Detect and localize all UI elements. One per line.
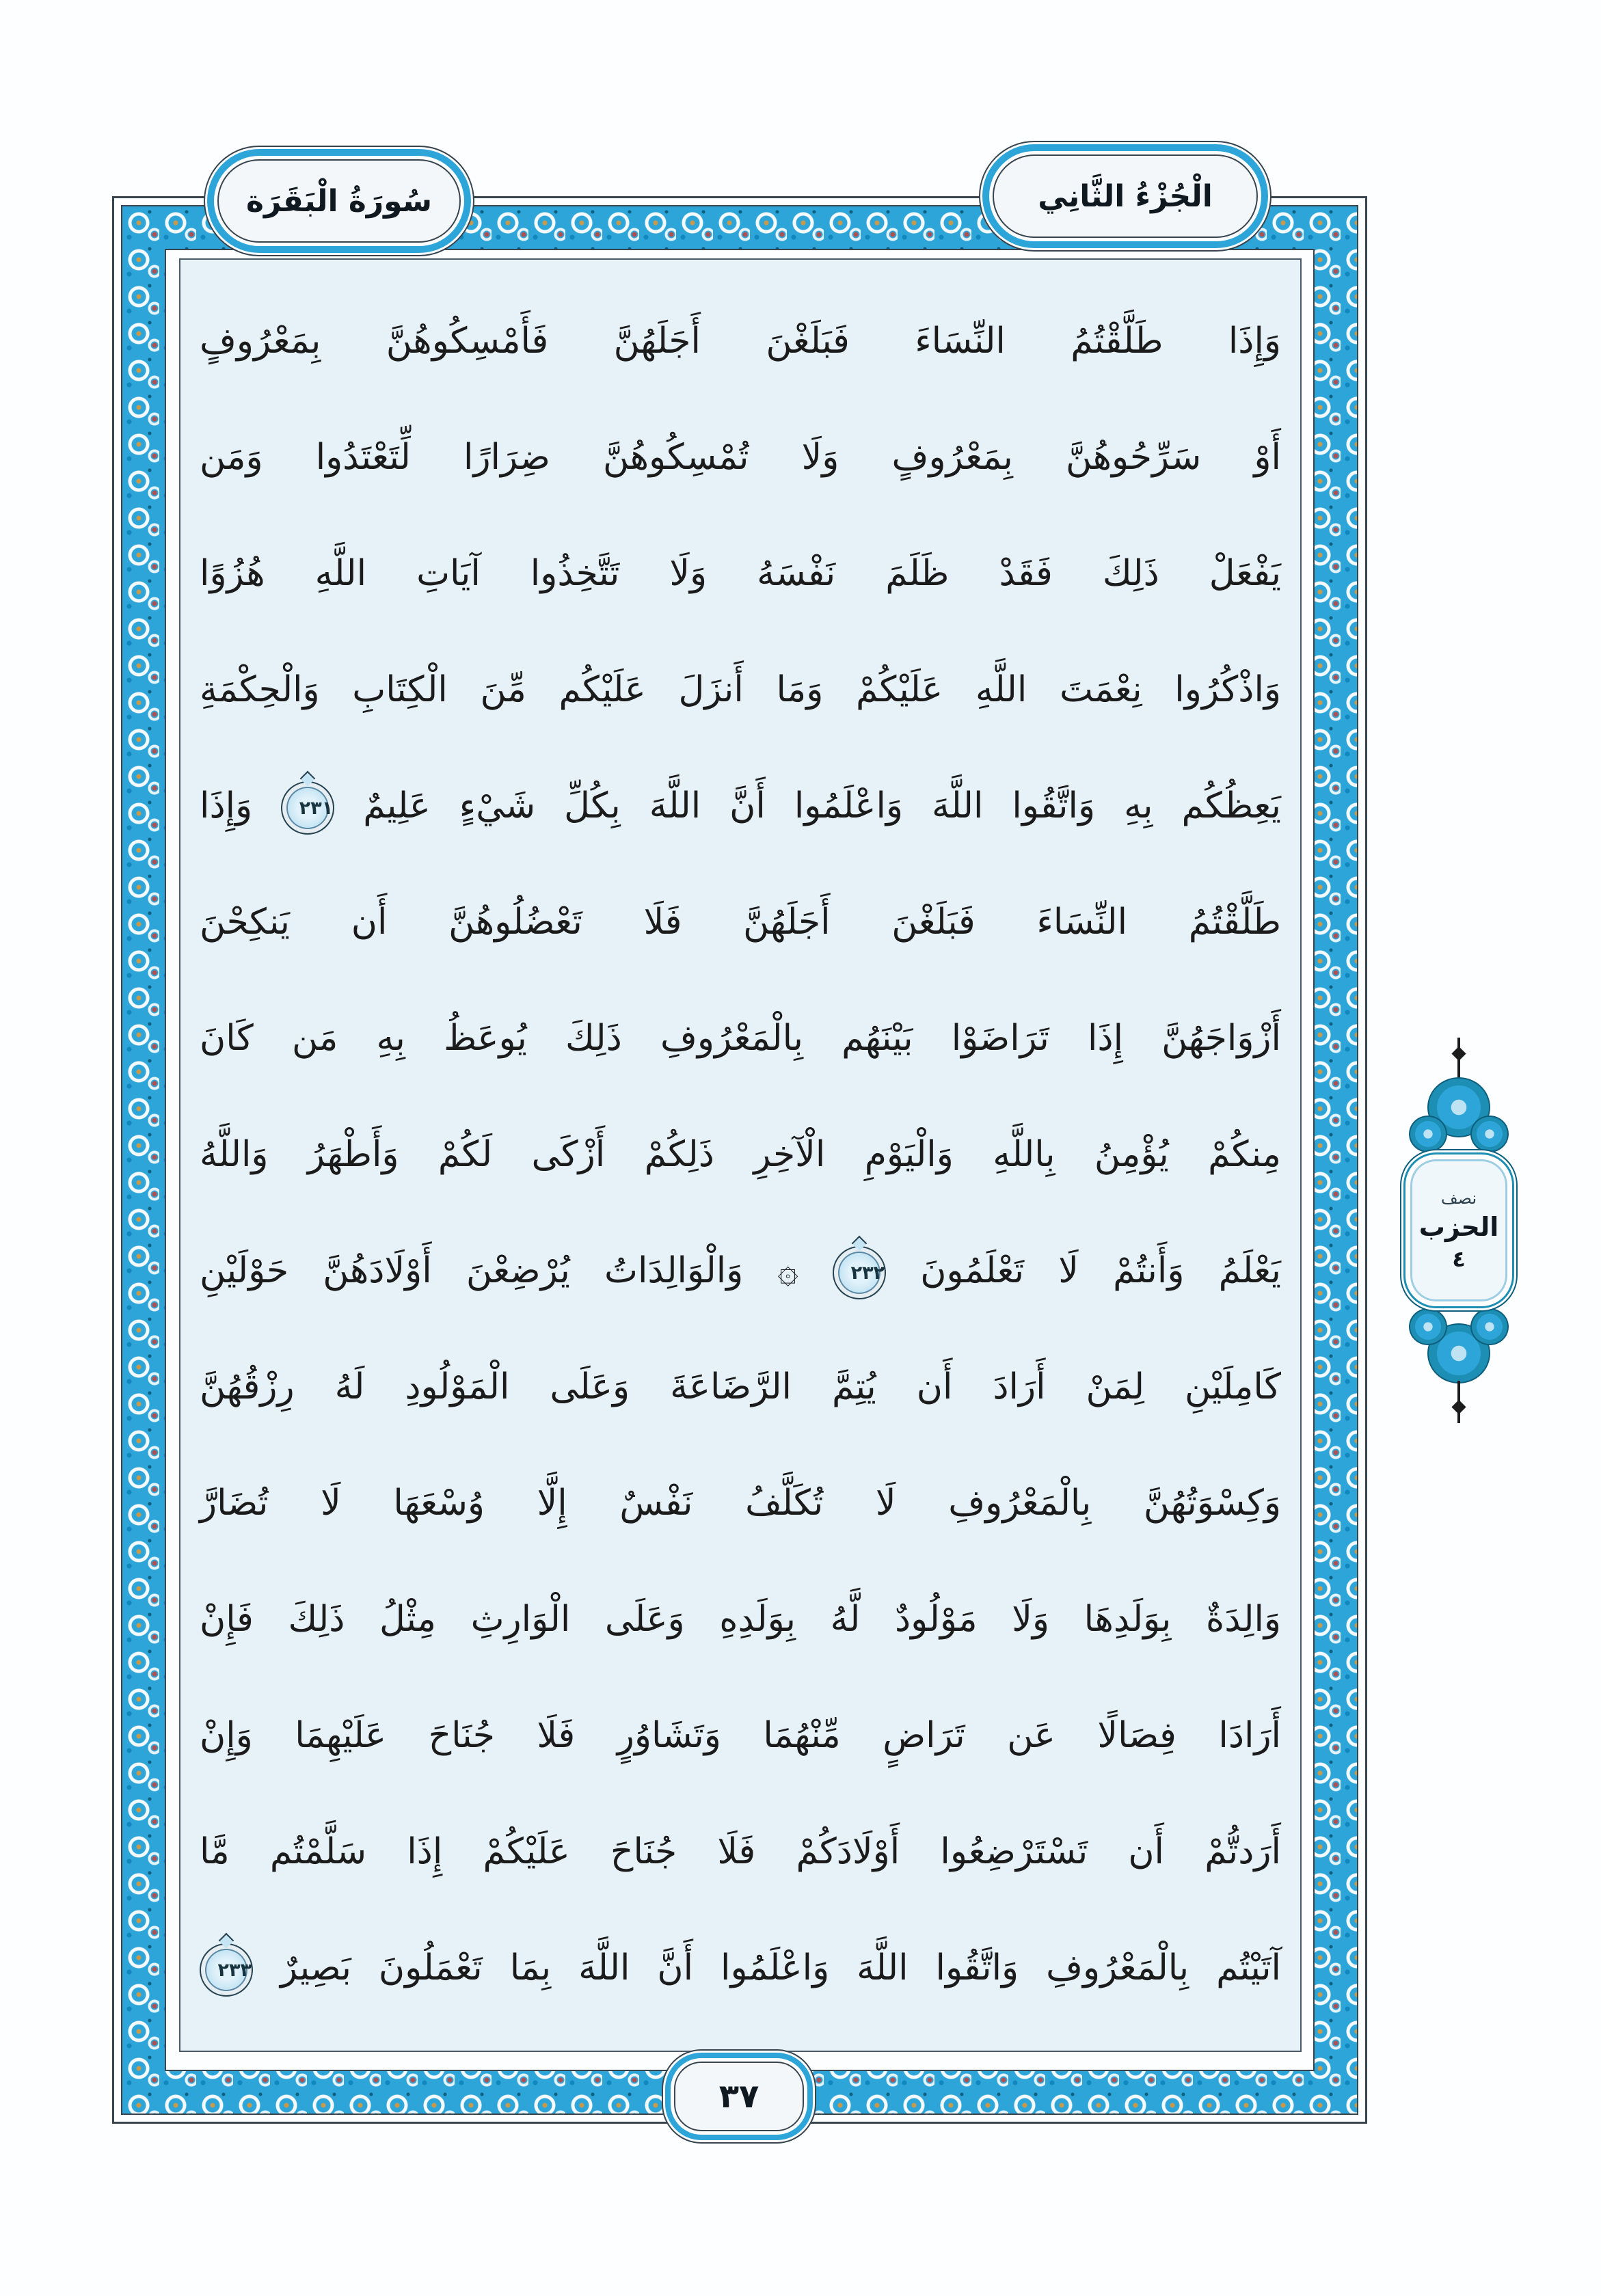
ayah-text: ۞ وَالْوَالِدَاتُ يُرْضِعْنَ أَوْلَادَهُنَّ حَوْلَيْنِ (200, 1250, 798, 1291)
ayah-end-marker: ٢٣٢ (833, 1246, 886, 1299)
ayah-end-marker: ٢٣٣ (200, 1943, 253, 1997)
ayah-text: يَعْلَمُ وَأَنتُمْ لَا تَعْلَمُونَ (920, 1250, 1281, 1291)
ayah-text: أَزْوَاجَهُنَّ إِذَا تَرَاضَوْا بَيْنَهُم بِالْمَعْرُوفِ ذَلِكَ يُوعَظُ بِهِ مَن كَانَ (200, 1018, 1281, 1059)
hizb-cartouche (1403, 1152, 1514, 1308)
ayah-text: أَرَدتُّمْ أَن تَسْتَرْضِعُوا أَوْلَادَكُمْ فَلَا جُنَاحَ عَلَيْكُمْ إِذَا سَلَّمْتُم مَّا (200, 1831, 1281, 1872)
hizb-number: ٤ (1452, 1246, 1466, 1272)
page-number: ٣٧ (718, 2077, 759, 2116)
ornament-finial-top-icon (1457, 1038, 1460, 1080)
quran-line (200, 515, 1281, 632)
ornament-bud-top-icon (1408, 1077, 1510, 1157)
quran-line (200, 1445, 1281, 1561)
hizb-marker-ornament (1399, 1038, 1519, 1423)
quran-line (200, 632, 1281, 748)
quran-line (200, 1677, 1281, 1794)
ayah-text: مِنكُمْ يُؤْمِنُ بِاللَّهِ وَالْيَوْمِ الْآخِرِ ذَلِكُمْ أَزْكَى لَكُمْ وَأَطْهَرُ وَاللَّهُ (200, 1134, 1281, 1175)
juz-title-cartouche (993, 154, 1258, 238)
ornament-bud-bottom-icon (1408, 1304, 1510, 1383)
quran-line (200, 1213, 1281, 1329)
ayah-text: وَالِدَةٌ بِوَلَدِهَا وَلَا مَوْلُودٌ لَّهُ بِوَلَدِهِ وَعَلَى الْوَارِثِ مِثْلُ ذَلِكَ فَإِنْ (200, 1599, 1281, 1640)
ayah-text: أَوْ سَرِّحُوهُنَّ بِمَعْرُوفٍ وَلَا تُمْسِكُوهُنَّ ضِرَارًا لِّتَعْتَدُوا وَمَن (200, 437, 1281, 478)
surah-title-cartouche (217, 159, 461, 243)
ayah-text: أَرَادَا فِصَالًا عَن تَرَاضٍ مِّنْهُمَا وَتَشَاوُرٍ فَلَا جُنَاحَ عَلَيْهِمَا وَإِنْ (200, 1715, 1281, 1756)
hizb-word-top: نصف (1440, 1189, 1477, 1208)
ayah-text: وَكِسْوَتُهُنَّ بِالْمَعْرُوفِ لَا تُكَلَّفُ نَفْسٌ إِلَّا وُسْعَهَا لَا تُضَارَّ (200, 1483, 1281, 1524)
quran-line (200, 748, 1281, 864)
quran-line (200, 283, 1281, 399)
ayah-text: كَامِلَيْنِ لِمَنْ أَرَادَ أَن يُتِمَّ الرَّضَاعَةَ وَعَلَى الْمَوْلُودِ لَهُ رِزْقُهُنَّ (200, 1366, 1281, 1407)
surah-title-label: سُورَةُ الْبَقَرَة (245, 183, 433, 219)
quran-line (200, 980, 1281, 1096)
quran-text-panel (179, 258, 1302, 2052)
hizb-word-main: الحزب (1418, 1212, 1499, 1242)
ayah-text: يَعِظُكُم بِهِ وَاتَّقُوا اللَّهَ وَاعْلَمُوا أَنَّ اللَّهَ بِكُلِّ شَيْءٍ عَلِيمٌ (363, 785, 1282, 826)
ornament-finial-bottom-icon (1457, 1381, 1460, 1423)
ayah-end-marker: ٢٣١ (281, 781, 334, 835)
quran-line (200, 1561, 1281, 1677)
quran-line (200, 1096, 1281, 1213)
ayah-text: آتَيْتُم بِالْمَعْرُوفِ وَاتَّقُوا اللَّهَ وَاعْلَمُوا أَنَّ اللَّهَ بِمَا تَعْمَلُونَ بَصِيرٌ (280, 1947, 1281, 1988)
ayah-text: طَلَّقْتُمُ النِّسَاءَ فَبَلَغْنَ أَجَلَهُنَّ فَلَا تَعْضُلُوهُنَّ أَن يَنكِحْنَ (200, 902, 1281, 943)
page-number-cartouche (674, 2062, 804, 2131)
quran-line (200, 1910, 1281, 2026)
ayah-text: يَفْعَلْ ذَلِكَ فَقَدْ ظَلَمَ نَفْسَهُ وَلَا تَتَّخِذُوا آيَاتِ اللَّهِ هُزُوًا (200, 553, 1281, 594)
quran-line (200, 1329, 1281, 1445)
ayah-text: وَإِذَا (200, 785, 253, 826)
ayah-text: وَإِذَا طَلَّقْتُمُ النِّسَاءَ فَبَلَغْنَ أَجَلَهُنَّ فَأَمْسِكُوهُنَّ بِمَعْرُوفٍ (200, 321, 1281, 362)
ayah-text: وَاذْكُرُوا نِعْمَتَ اللَّهِ عَلَيْكُمْ وَمَا أَنزَلَ عَلَيْكُم مِّنَ الْكِتَابِ وَالْحِكْمَةِ (200, 669, 1281, 710)
quran-lines-container (200, 283, 1281, 2026)
quran-line (200, 864, 1281, 980)
quran-line (200, 399, 1281, 515)
juz-title-label: الْجُزْءُ الثَّانِي (1038, 178, 1213, 214)
quran-line (200, 1794, 1281, 1910)
